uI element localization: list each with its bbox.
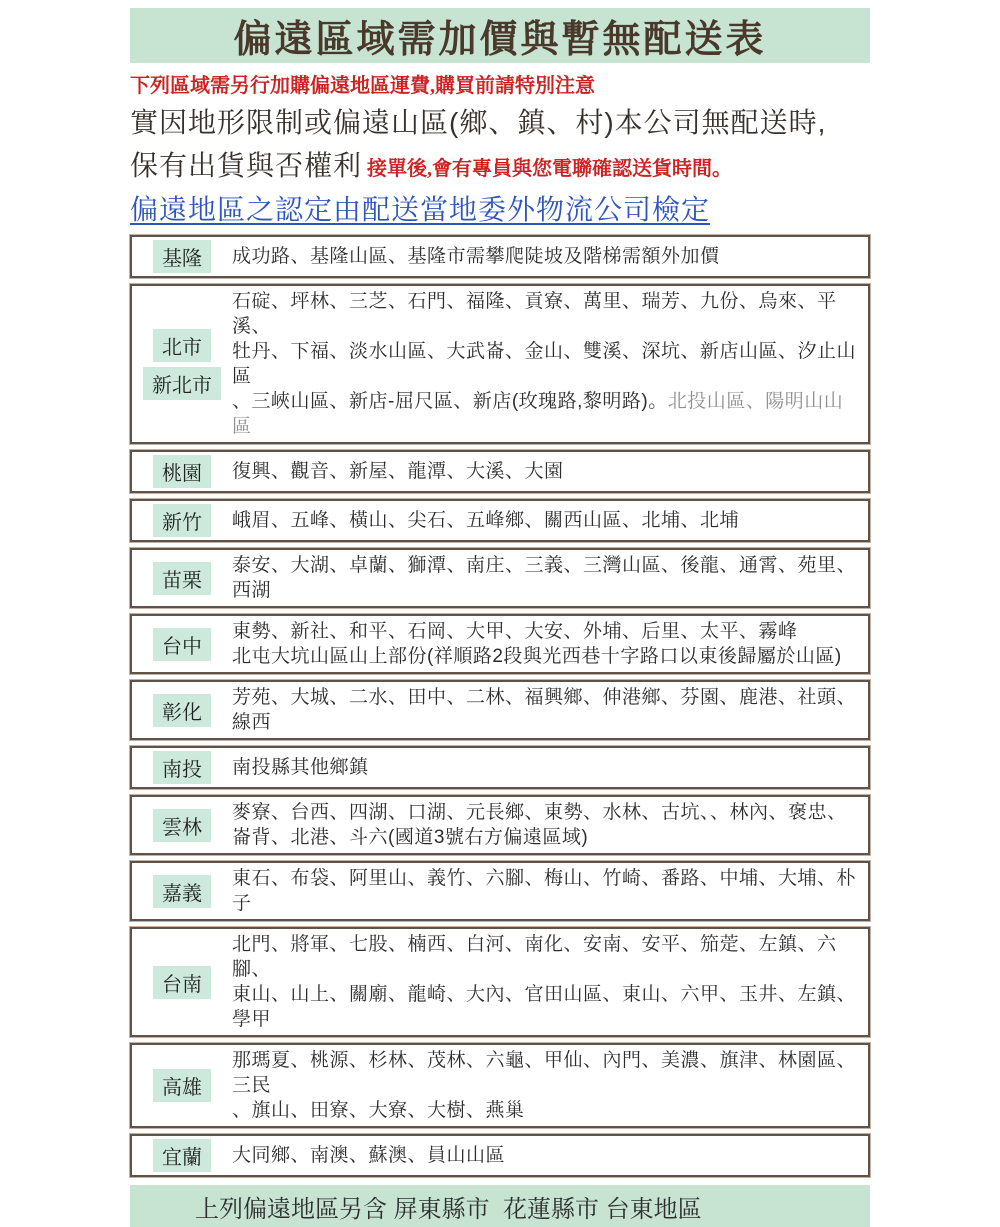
region-label: 台南	[153, 966, 211, 999]
region-content-line: 崙背、北港、斗六(國道3號右方偏遠區域)	[232, 827, 589, 848]
region-content	[232, 508, 862, 533]
region-label: 南投	[153, 751, 211, 784]
table-row	[130, 450, 870, 493]
region-content-gray-note: 北投山區、陽明山山區	[232, 391, 844, 437]
policy-line-2	[130, 144, 870, 184]
policy-line-2-red: 接單後,會有專員與您電聯確認送貨時間。	[362, 158, 733, 180]
shipping-notice-page	[130, 8, 870, 1227]
region-label-group	[132, 875, 232, 908]
region-content-line: 牡丹、下福、淡水山區、大武崙、金山、雙溪、深坑、新店山區、汐止山區	[232, 341, 857, 387]
region-content	[232, 619, 862, 669]
table-row	[130, 235, 870, 278]
region-label: 宜蘭	[153, 1139, 211, 1172]
region-content	[232, 800, 862, 850]
table-row	[130, 861, 870, 921]
policy-line-1: 實因地形限制或偏遠山區(鄉、鎮、村)本公司無配送時,	[130, 107, 827, 138]
region-label-group	[132, 1069, 232, 1102]
region-content	[232, 459, 862, 484]
region-content-line: 那瑪夏、桃源、杉林、茂林、六龜、甲仙、內門、美濃、旗津、林園區、三民	[232, 1050, 857, 1096]
region-content-line: 北門、將軍、七股、楠西、白河、南化、安南、安平、笳萣、左鎮、六腳、	[232, 934, 837, 980]
region-label: 雲林	[153, 809, 211, 842]
region-content	[232, 289, 862, 439]
region-content-line: 南投縣其他鄉鎮	[232, 757, 369, 778]
region-label: 苗栗	[153, 562, 211, 595]
region-label-group	[132, 329, 232, 400]
page-title: 偏遠區域需加價與暫無配送表	[233, 19, 767, 61]
region-content	[232, 244, 862, 269]
table-row	[130, 499, 870, 542]
region-label-group	[132, 455, 232, 488]
table-row	[130, 795, 870, 855]
region-content-line: 大同鄉、南澳、蘇澳、員山山區	[232, 1145, 506, 1166]
region-content	[232, 755, 862, 780]
region-content-line: 復興、觀音、新屋、龍潭、大溪、大園	[232, 461, 564, 482]
region-label-group	[132, 240, 232, 273]
table-row	[130, 680, 870, 740]
region-content	[232, 866, 862, 916]
region-content-line: 麥寮、台西、四湖、口湖、元長鄉、東勢、水林、古坑、、林內、褒忠、	[232, 802, 847, 823]
region-content-line: 北屯大坑山區山上部份(祥順路2段與光西巷十字路口以東後歸屬於山區)	[232, 646, 842, 667]
region-content	[232, 1143, 862, 1168]
table-row	[130, 1043, 870, 1128]
region-content-line: 、三峽山區、新店-屈尺區、新店(玫瑰路,黎明路)。北投山區、陽明山山區	[232, 391, 844, 437]
title-banner	[130, 8, 870, 63]
region-label: 台中	[153, 628, 211, 661]
region-label-group	[132, 809, 232, 842]
table-row	[130, 284, 870, 444]
policy-line-2-black: 保有出貨與否權利	[130, 150, 363, 181]
region-label-group	[132, 694, 232, 727]
region-label: 嘉義	[153, 875, 211, 908]
region-content-line: 東勢、新社、和平、石岡、大甲、大安、外埔、后里、太平、霧峰	[232, 621, 798, 642]
region-content	[232, 1048, 862, 1123]
region-label: 彰化	[153, 694, 211, 727]
region-content-line: 成功路、基隆山區、基隆市需攀爬陡坡及階梯需額外加價	[232, 246, 720, 267]
region-content	[232, 553, 862, 603]
region-label-group	[132, 1139, 232, 1172]
region-content	[232, 685, 862, 735]
table-row	[130, 927, 870, 1037]
region-label: 桃園	[153, 455, 211, 488]
region-label: 新竹	[153, 504, 211, 537]
region-label: 新北市	[143, 367, 221, 400]
logistics-definition-note: 偏遠地區之認定由配送當地委外物流公司檢定	[130, 194, 711, 225]
region-content-line: 峨眉、五峰、橫山、尖石、五峰鄉、關西山區、北埔、北埔	[232, 510, 740, 531]
footer-banner: 上列偏遠地區另含 屏東縣市 花蓮縣市 台東地區	[130, 1185, 870, 1227]
table-row	[130, 1134, 870, 1177]
region-content	[232, 932, 862, 1032]
remote-area-table	[130, 235, 870, 1177]
region-label: 基隆	[153, 240, 211, 273]
region-content-line: 、旗山、田寮、大寮、大樹、燕巢	[232, 1100, 525, 1121]
region-label-group	[132, 504, 232, 537]
table-row	[130, 548, 870, 608]
region-label: 高雄	[153, 1069, 211, 1102]
region-label: 北市	[153, 329, 211, 362]
region-label-group	[132, 562, 232, 595]
region-content-line: 東石、布袋、阿里山、義竹、六腳、梅山、竹崎、番路、中埔、大埔、朴子	[232, 868, 857, 914]
region-label-group	[132, 751, 232, 784]
table-row	[130, 746, 870, 789]
region-content-line: 泰安、大湖、卓蘭、獅潭、南庄、三義、三灣山區、後龍、通霄、苑里、西湖	[232, 555, 857, 601]
region-content-line: 東山、山上、關廟、龍崎、大內、官田山區、東山、六甲、玉井、左鎮、學甲	[232, 984, 857, 1030]
region-label-group	[132, 628, 232, 661]
region-content-line: 石碇、坪林、三芝、石門、福隆、貢寮、萬里、瑞芳、九份、烏來、平溪、	[232, 291, 837, 337]
warning-note: 下列區域需另行加購偏遠地區運費,購買前請特別注意	[130, 75, 595, 97]
region-label-group	[132, 966, 232, 999]
table-row	[130, 614, 870, 674]
region-content-line: 芳苑、大城、二水、田中、二林、福興鄉、伸港鄉、芬園、鹿港、社頭、線西	[232, 687, 857, 733]
